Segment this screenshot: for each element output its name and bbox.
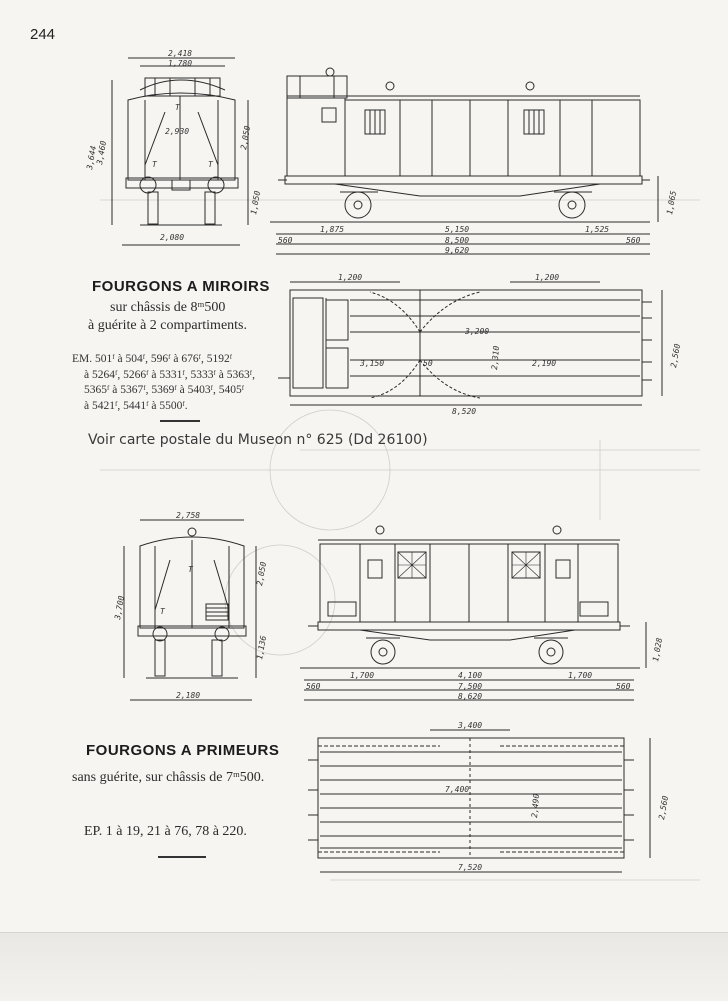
svg-text:3,644: 3,644 <box>85 145 99 171</box>
primeurs-side-view-labels <box>306 637 664 701</box>
svg-text:2,560: 2,560 <box>669 343 683 369</box>
svg-text:1,525: 1,525 <box>585 225 610 234</box>
section2-title: FOURGONS A PRIMEURS <box>86 742 280 759</box>
section2-divider <box>158 856 206 858</box>
svg-text:1,700: 1,700 <box>350 671 375 680</box>
svg-text:9,620: 9,620 <box>445 246 470 255</box>
section1-divider <box>160 420 200 422</box>
svg-text:T: T <box>208 160 213 169</box>
svg-text:1,065: 1,065 <box>665 190 679 216</box>
svg-text:560: 560 <box>626 236 641 245</box>
primeurs-end-view-labels <box>113 511 268 700</box>
svg-text:7,520: 7,520 <box>458 863 483 872</box>
primeurs-plan-view-labels <box>445 721 670 872</box>
svg-text:3,200: 3,200 <box>465 327 490 336</box>
section1-number-list <box>72 352 255 414</box>
number-line: à 5421ᶠ, 5441ᶠ à 5500ᶠ. <box>84 399 188 412</box>
miroirs-plan-view <box>278 282 662 405</box>
svg-text:1,200: 1,200 <box>535 273 560 282</box>
svg-text:3,150: 3,150 <box>360 359 385 368</box>
svg-text:7,400: 7,400 <box>445 785 470 794</box>
svg-text:3,400: 3,400 <box>458 721 483 730</box>
svg-text:8,620: 8,620 <box>458 692 483 701</box>
svg-text:3,700: 3,700 <box>113 595 127 621</box>
svg-text:1,780: 1,780 <box>168 59 193 68</box>
svg-text:2,180: 2,180 <box>176 691 201 700</box>
miroirs-end-view <box>112 58 248 245</box>
svg-text:1,700: 1,700 <box>568 671 593 680</box>
svg-text:2,418: 2,418 <box>168 49 193 58</box>
svg-text:1,028: 1,028 <box>651 637 665 663</box>
postcard-reference: Voir carte postale du Museon n° 625 (Dd 26100) <box>88 432 428 448</box>
svg-text:560: 560 <box>278 236 293 245</box>
svg-text:1,050: 1,050 <box>249 190 263 216</box>
miroirs-plan-view-labels <box>338 273 682 416</box>
section2-number-list: EP. 1 à 19, 21 à 76, 78 à 220. <box>84 824 247 839</box>
svg-text:T: T <box>160 607 165 616</box>
svg-text:2,930: 2,930 <box>165 127 190 136</box>
svg-text:2,080: 2,080 <box>160 233 185 242</box>
svg-text:3,460: 3,460 <box>95 140 109 166</box>
svg-text:560: 560 <box>616 682 631 691</box>
primeurs-plan-view <box>308 730 650 872</box>
section1-subtitle-line1: sur châssis de 8ᵐ500 <box>110 300 226 315</box>
svg-text:2,050: 2,050 <box>239 125 253 151</box>
svg-text:2,190: 2,190 <box>532 359 557 368</box>
svg-text:2,560: 2,560 <box>657 795 671 821</box>
svg-text:8,520: 8,520 <box>452 407 477 416</box>
svg-text:50: 50 <box>423 359 433 368</box>
svg-text:2,310: 2,310 <box>490 345 502 371</box>
svg-text:7,500: 7,500 <box>458 682 483 691</box>
svg-text:1,136: 1,136 <box>255 635 269 661</box>
section1-title: FOURGONS A MIROIRS <box>92 278 270 295</box>
page-number: 244 <box>30 26 56 43</box>
svg-text:5,150: 5,150 <box>445 225 470 234</box>
svg-text:T: T <box>175 103 180 112</box>
svg-text:T: T <box>152 160 157 169</box>
svg-text:8,500: 8,500 <box>445 236 470 245</box>
number-line: 5365ᶠ à 5367ᶠ, 5369ᶠ à 5403ᶠ, 5405ᶠ <box>84 384 245 396</box>
section2-subtitle: sans guérite, sur châssis de 7ᵐ500. <box>72 770 265 785</box>
section1-subtitle-line2: à guérite à 2 compartiments. <box>88 318 247 333</box>
svg-text:4,100: 4,100 <box>458 671 483 680</box>
svg-text:2,490: 2,490 <box>530 793 542 819</box>
primeurs-end-view <box>124 520 256 700</box>
svg-text:560: 560 <box>306 682 321 691</box>
svg-text:2,050: 2,050 <box>255 561 269 587</box>
svg-text:2,758: 2,758 <box>176 511 201 520</box>
svg-text:1,200: 1,200 <box>338 273 363 282</box>
scan-background <box>0 932 728 1001</box>
number-line: EM. 501ᶠ à 504ᶠ, 596ᶠ à 676ᶠ, 5192ᶠ <box>72 353 233 365</box>
svg-text:1,875: 1,875 <box>320 225 345 234</box>
number-line: à 5264ᶠ, 5266ᶠ à 5331ᶠ, 5333ᶠ à 5363ᶠ, <box>84 368 256 381</box>
svg-text:T: T <box>188 565 193 574</box>
